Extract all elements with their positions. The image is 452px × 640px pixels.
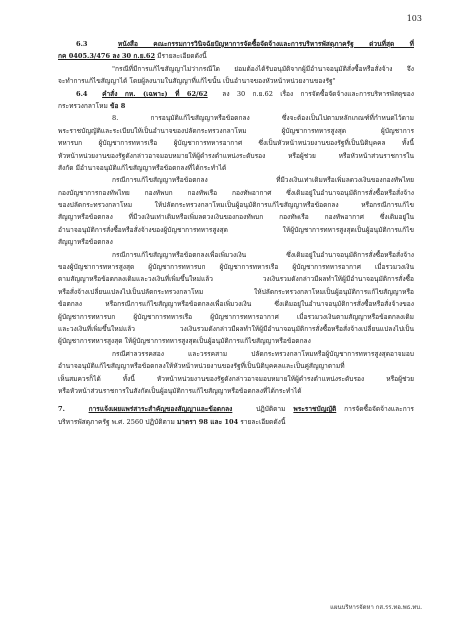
section-text: การจัดซื้อจัดจ้างและการ <box>344 405 414 414</box>
section-6-4-heading <box>58 88 414 100</box>
paragraph-line: 8. การอนุมัติแก้ไขสัญญาหรือข้อตกลง ซึ่งจะต้องเป็นไปตามหลักเกณฑ์ที่กำหนดไว้ตาม <box>112 114 414 123</box>
section-6-3-ref-line <box>58 50 414 62</box>
page-footer: แผนบริหารจัดหา กส.รร.ทอ.พธ.ทบ. <box>330 604 422 611</box>
paragraph-line: สังกัด มีอำนาจอนุมัติแก้ไขสัญญาหรือข้อตกลงที่ได้กระทำได้ <box>58 163 227 172</box>
paragraph-line: ผู้บัญชาการทหารบก ผู้บัญชาการทหารเรือ ผู้บัญชาการทหารอากาศ เมื่อรวมวงเงินตามสัญญาหรือข้อตกลงเดิม <box>58 312 414 321</box>
paragraph-line: ตามสัญญาหรือข้อตกลงเดิมและวงเงินที่เพิ่มขึ้นใหม่แล้ว วงเงินรวมดังกล่าวมีผลทำให้ผู้มีอำนาจอนุมัติการสั่งซื้อ <box>58 275 414 284</box>
paragraph-line: ของปลัดกระทรวงกลาโหม ให้ปลัดกระทรวงกลาโหมเป็นผู้อนุมัติการแก้ไขสัญญาหรือข้อตกลง หรือกรณีการแก้ไข <box>58 201 414 210</box>
articles-reference: มาตรา 98 และ 104 <box>176 417 239 426</box>
section-text: รายละเอียดดังนี้ <box>240 417 286 426</box>
document-body <box>58 38 414 428</box>
section-title: การแจ้งเผยแพร่สาระสำคัญของสัญญาและข้อตกลง <box>88 405 233 414</box>
paragraph-line: ผู้บัญชาการทหารสูงสุด ให้ผู้บัญชาการทหารสูงสุดเป็นผู้อนุมัติการแก้ไขสัญญาหรือข้อตกลง <box>58 337 311 346</box>
section-number: 6.4 <box>76 89 88 98</box>
section-title: หนังสือ คณะกรรมการวินิจฉัยปัญหาการจัดซื้อจัดจ้างและการบริหารพัสดุภาครัฐ ด่วนที่สุด ที่ <box>117 40 414 48</box>
paragraph-line: สัญญาหรือข้อตกลง <box>58 238 113 247</box>
paragraph-line: และวงเงินที่เพิ่มขึ้นใหม่แล้ว วงเงินรวมดังกล่าวมีผลทำให้ผู้มีอำนาจอนุมัติการสั่งซื้อหรือสั่งจ้างเปลี่ยนแปลงไปเป็น <box>58 324 414 333</box>
section-text: บริหารพัสดุภาครัฐ พ.ศ. 2560 ปฏิบัติตาม <box>58 417 175 426</box>
paragraph-line: เห็นสมควรก็ได้ ทั้งนี้ หัวหน้าหน่วยงานของรัฐดังกล่าวอาจมอบหมายให้ผู้ดำรงตำแหน่งระดับรอง หรือผู้ช่วย <box>58 374 414 383</box>
quote-line: "กรณีที่มีการแก้ไขสัญญาไม่ว่ากรณีใด ย่อมต้องได้รับอนุมัติจากผู้มีอำนาจอนุมัติสั่งซื้อหรือสั่งจ้าง จึง <box>112 64 414 73</box>
section-number: 6.3 <box>76 40 88 48</box>
quote-line: จะทำการแก้ไขสัญญาได้ โดยผู้ลงนามในสัญญาที่แก้ไขนั้น เป็นอำนาจของหัวหน้าหน่วยงานของรัฐ" <box>58 77 336 86</box>
paragraph-line: กองบัญชาการกองทัพไทย กองทัพบก กองทัพเรือ กองทัพอากาศ ซึ่งเดิมอยู่ในอำนาจอนุมัติการสั่งซื้อหรือสั่งจ้าง <box>58 188 414 197</box>
page-number: 103 <box>406 14 422 23</box>
paragraph-line: กรณีศาลวรรคสอง และวรรคสาม ปลัดกระทรวงกลาโหมหรือผู้บัญชาการทหารสูงสุดอาจมอบ <box>112 349 414 358</box>
paragraph-line: หรือหัวหน้าส่วนราชการในสังกัดเป็นผู้อนุมัติการแก้ไขสัญญาหรือข้อตกลงที่ได้กระทำได้ <box>58 386 302 395</box>
clause-reference: ข้อ 8 <box>109 101 126 110</box>
paragraph-line: ของผู้บัญชาการทหารสูงสุด ผู้บัญชาการทหารบก ผู้บัญชาการทหารเรือ ผู้บัญชาการทหารอากาศ เมื่อรวมวงเงิน <box>58 263 414 272</box>
section-7-line <box>58 416 414 428</box>
ref-tail: มีรายละเอียดดังนี้ <box>157 52 207 61</box>
paragraph-line: พระราชบัญญัติและระเบียบให้เป็นอำนาจของปลัดกระทรวงกลาโหม ผู้บัญชาการทหารสูงสุด ผู้บัญชาการ <box>58 126 414 135</box>
section-text: ปฏิบัติตาม <box>256 405 286 414</box>
act-name: พระราชบัญญัติ <box>293 405 337 414</box>
paragraph-line: อำนาจอนุมัติแก้ไขสัญญาหรือข้อตกลงให้หัวหน้าหน่วยงานของรัฐที่เป็นนิติบุคคลและเป็นคู่สัญญาตามที่ <box>58 362 345 371</box>
order-reference: คำสั่ง กห. (เฉพาะ) ที่ 62/62 <box>102 89 208 98</box>
paragraph-line: กรณีการแก้ไขสัญญาหรือข้อตกลง ที่มีวงเงินเท่าเดิมหรือเพิ่มลดวงเงินของกองทัพไทย <box>112 176 414 185</box>
section-6-3-heading <box>58 38 414 50</box>
section-6-4-line <box>58 100 414 112</box>
paragraph-line: ข้อตกลง หรือกรณีการแก้ไขสัญญาหรือข้อตกลงเพื่อเพิ่มวงเงิน ซึ่งเดิมอยู่ในอำนาจอนุมัติการสั่งซื้อหรือสั่งจ้างของ <box>58 300 414 309</box>
order-text: ลง 30 ก.ย.62 เรื่อง การจัดซื้อจัดจ้างและการบริหารพัสดุของ <box>222 89 414 98</box>
paragraph-line: ทหารบก ผู้บัญชาการทหารเรือ ผู้บัญชาการทหารอากาศ ซึ่งเป็นหัวหน้าหน่วยงานของรัฐที่เป็นนิติบุคคล ทั้งนี้ <box>58 139 414 148</box>
section-7-heading <box>58 403 414 415</box>
letter-reference: กค 0405.3/476 ลง 30 ก.ย.62 <box>58 52 156 61</box>
paragraph-line: สัญญาหรือข้อตกลง ที่มีวงเงินเท่าเดิมหรือเพิ่มลดวงเงินของกองทัพบก กองทัพเรือ กองทัพอากาศ ซึ่งเดิมอยู่ใน <box>58 213 414 222</box>
section-number: 7. <box>58 405 65 414</box>
paragraph-line: หรือสั่งจ้างเปลี่ยนแปลงไปเป็นปลัดกระทรวงกลาโหม ให้ปลัดกระทรวงกลาโหมเป็นผู้อนุมัติการแก้ไขสัญญาหรือ <box>58 287 414 296</box>
paragraph-line: หัวหน้าหน่วยงานของรัฐดังกล่าวอาจมอบหมายให้ผู้ดำรงตำแหน่งระดับรอง หรือผู้ช่วย หรือหัวหน้าส่วนราชการใน <box>58 151 414 160</box>
order-text: กระทรวงกลาโหม <box>58 101 108 110</box>
paragraph-line: กรณีการแก้ไขสัญญาหรือข้อตกลงเพื่อเพิ่มวงเงิน ซึ่งเดิมอยู่ในอำนาจอนุมัติการสั่งซื้อหรือสั่งจ้าง <box>112 250 414 259</box>
paragraph-line: อำนาจอนุมัติการสั่งซื้อหรือสั่งจ้างของผู้บัญชาการทหารสูงสุด ให้ผู้บัญชาการทหารสูงสุดเป็นผู้อนุมัติการแก้ไข <box>58 225 414 234</box>
